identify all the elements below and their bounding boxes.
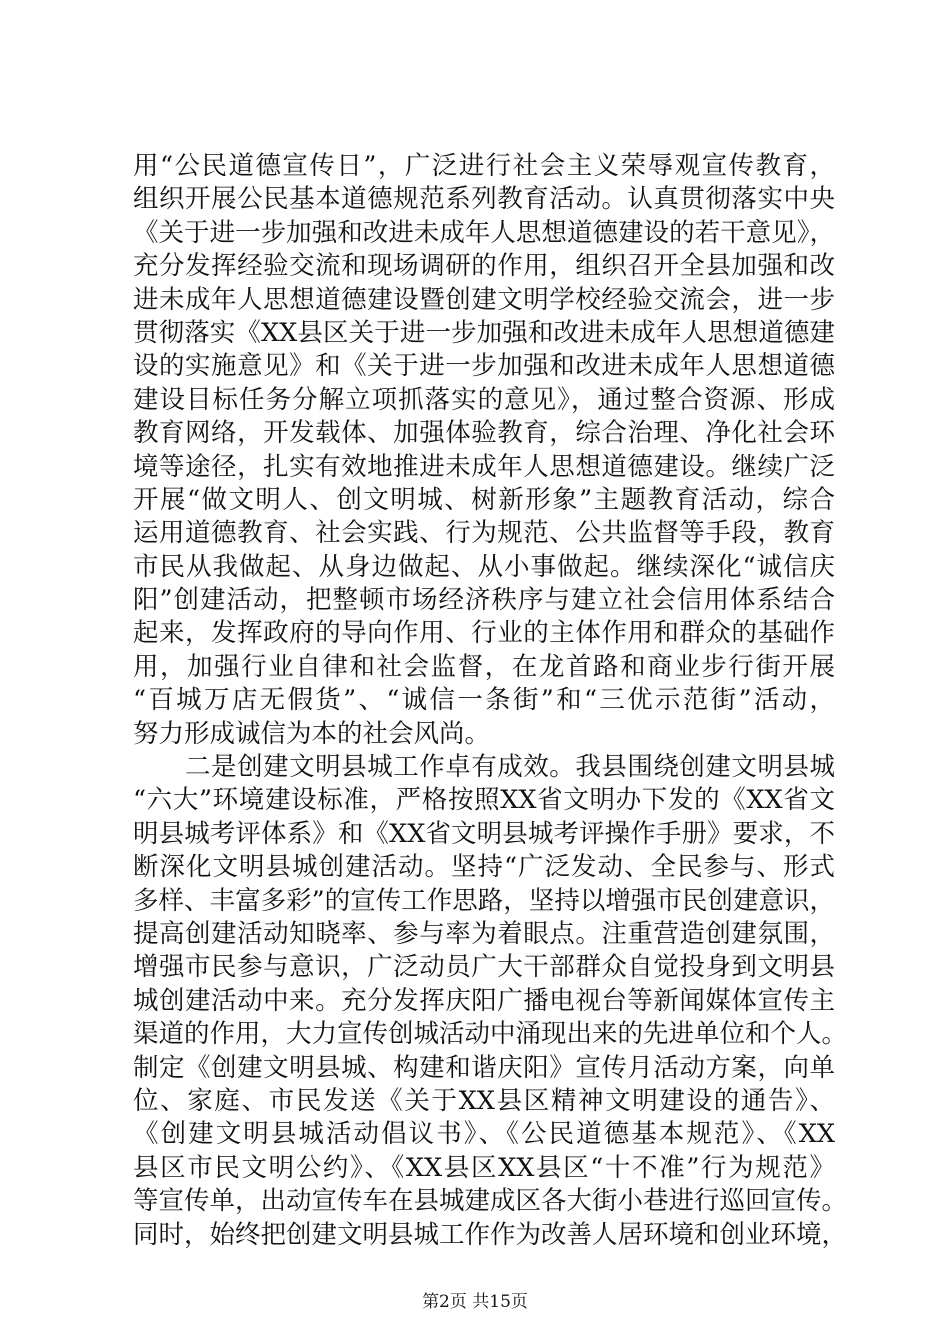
text-line: 城创建活动中来。充分发挥庆阳广播电视台等新闻媒体宣传主 [133,985,835,1016]
text-line: 起来，发挥政府的导向作用、行业的主体作用和群众的基础作 [133,618,835,649]
text-line: 增强市民参与意识，广泛动员广大干部群众自觉投身到文明县 [133,952,835,983]
text-line: 断深化文明县城创建活动。坚持“广泛发动、全民参与、形式 [133,852,835,883]
text-line: 《创建文明县城活动倡议书》、《公民道德基本规范》、《XX [133,1119,835,1150]
text-line: 用，加强行业自律和社会监督，在龙首路和商业步行街开展 [133,651,835,682]
text-line: 明县城考评体系》和《XX省文明县城考评操作手册》要求，不 [133,818,835,849]
text-line: 制定《创建文明县城、构建和谐庆阳》宣传月活动方案，向单 [133,1052,835,1083]
text-line: 多样、丰富多彩”的宣传工作思路，坚持以增强市民创建意识， [133,885,835,916]
text-line: 阳”创建活动，把整顿市场经济秩序与建立社会信用体系结合 [133,585,835,616]
text-line: 设的实施意见》和《关于进一步加强和改进未成年人思想道德 [133,351,835,382]
text-line: 进未成年人思想道德建设暨创建文明学校经验交流会，进一步 [133,284,835,315]
text-line: 组织开展公民基本道德规范系列教育活动。认真贯彻落实中央 [133,184,835,215]
paragraph-start-line: 二是创建文明县城工作卓有成效。我县围绕创建文明县城 [133,752,835,783]
text-line: 建设目标任务分解立项抓落实的意见》，通过整合资源、形成 [133,384,835,415]
paragraph-end-line: 努力形成诚信为本的社会风尚。 [133,718,491,749]
text-line: 开展“做文明人、创文明城、树新形象”主题教育活动，综合 [133,484,835,515]
page-number-footer: 第2页 共15页 [422,1292,528,1312]
text-line: 贯彻落实《XX县区关于进一步加强和改进未成年人思想道德建 [133,317,835,348]
text-line: 《关于进一步加强和改进未成年人思想道德建设的若干意见》， [133,217,835,248]
text-line: 市民从我做起、从身边做起、从小事做起。继续深化“诚信庆 [133,551,835,582]
text-line: 县区市民文明公约》、《XX县区XX县区“十不准”行为规范》 [133,1152,835,1183]
text-line: 同时，始终把创建文明县城工作作为改善人居环境和创业环境， [133,1219,848,1250]
document-body [133,150,848,1252]
text-line: 充分发挥经验交流和现场调研的作用，组织召开全县加强和改 [133,251,835,282]
text-line: 境等途径，扎实有效地推进未成年人思想道德建设。继续广泛 [133,451,835,482]
text-line: 渠道的作用，大力宣传创城活动中涌现出来的先进单位和个人。 [133,1019,848,1050]
text-line: 等宣传单，出动宣传车在县城建成区各大街小巷进行巡回宣传。 [133,1186,848,1217]
text-line: 运用道德教育、社会实践、行为规范、公共监督等手段，教育 [133,518,835,549]
text-line: 提高创建活动知晓率、参与率为着眼点。注重营造创建氛围， [133,918,835,949]
text-line: “六大”环境建设标准，严格按照XX省文明办下发的《XX省文 [133,785,835,816]
text-line: 用“公民道德宣传日”，广泛进行社会主义荣辱观宣传教育， [133,151,835,181]
text-line: 位、家庭、市民发送《关于XX县区精神文明建设的通告》、 [133,1085,835,1116]
text-line: 教育网络，开发载体、加强体验教育，综合治理、净化社会环 [133,418,835,449]
text-line: “百城万店无假货”、“诚信一条街”和“三优示范街”活动， [133,685,835,716]
